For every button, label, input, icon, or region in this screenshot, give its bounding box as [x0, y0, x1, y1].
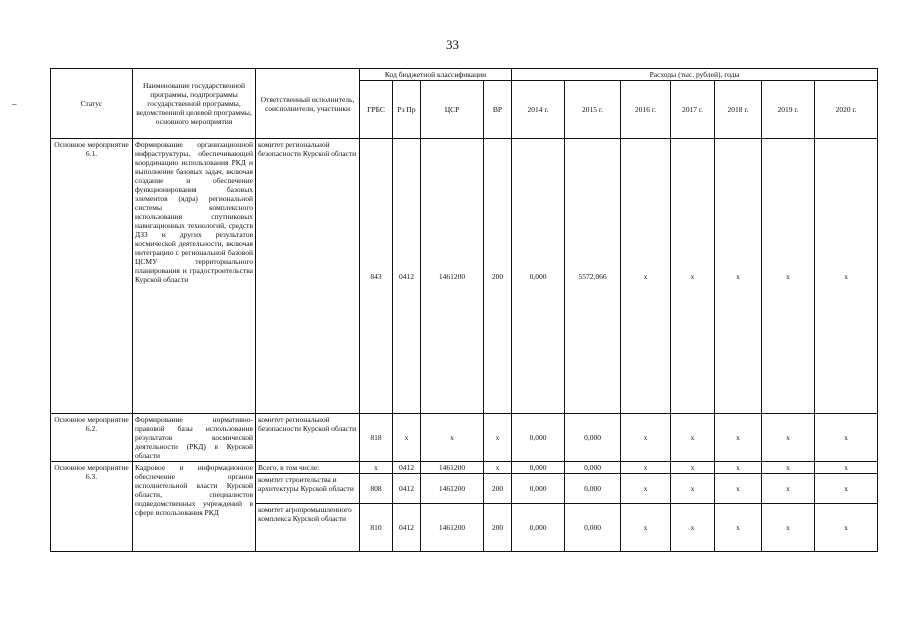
cell-2020: x — [815, 139, 878, 414]
cell-rzpr: x — [393, 414, 421, 462]
cell-2020: x — [815, 414, 878, 462]
cell-csr: x — [421, 414, 484, 462]
row-name: Формирование организационной инфраструктуры, обеспечивающей координацию использования РКД и выполнение базовых задач, включая создание и обеспечение функционирования базовых элементов (ядра) региональной системы комплексного использования спутниковых навигационных технологий, средств ДЗЗ и других результатов космической деятельности, включая интеграцию с региональной базовой ЦСМУ территориального планирования и градостроительства Курской области — [133, 139, 256, 414]
header-responsible: Ответственный исполнитель, соисполнители, участники — [256, 69, 360, 139]
table-row — [51, 462, 878, 474]
header-year-2014: 2014 г. — [512, 81, 565, 139]
row-responsible: комитет строительства и архитектуры Курской области — [256, 474, 360, 504]
cell-vr: 200 — [484, 474, 512, 504]
cell-2016: x — [621, 462, 671, 474]
cell-2018: x — [715, 139, 762, 414]
row-responsible: комитет региональной безопасности Курской области — [256, 139, 360, 414]
cell-2014: 0,000 — [512, 504, 565, 552]
cell-2019: x — [762, 462, 815, 474]
cell-2014: 0,000 — [512, 139, 565, 414]
cell-2019: x — [762, 139, 815, 414]
header-grbs: ГРБС — [360, 81, 393, 139]
cell-2020: x — [815, 474, 878, 504]
row-name: Кадровое и информационное обеспечение органов исполнительной власти Курской области, специалистов подведомственных учреждений в сфере использования РКД — [133, 462, 256, 552]
header-year-2018: 2018 г. — [715, 81, 762, 139]
header-expenses: Расходы (тыс. рублей), годы — [512, 69, 878, 81]
cell-2014: 0,000 — [512, 462, 565, 474]
cell-vr: x — [484, 414, 512, 462]
row-responsible: Всего, в том числе: — [256, 462, 360, 474]
header-budget-code: Код бюджетной классификации — [360, 69, 512, 81]
cell-vr: x — [484, 462, 512, 474]
cell-2018: x — [715, 414, 762, 462]
cell-2019: x — [762, 414, 815, 462]
row-name: Формирование нормативно-правовой базы использования результатов космической деятельности (РКД) в Курской области — [133, 414, 256, 462]
cell-2018: x — [715, 504, 762, 552]
cell-2019: x — [762, 474, 815, 504]
cell-2016: x — [621, 504, 671, 552]
header-name: Наименование государственной программы, подпрограммы государственной программы, ведомственной целевой программы, основного мероприятия — [133, 69, 256, 139]
header-year-2015: 2015 г. — [565, 81, 621, 139]
header-year-2020: 2020 г. — [815, 81, 878, 139]
cell-2017: x — [671, 462, 715, 474]
table-row — [51, 414, 878, 462]
page-number: 33 — [446, 37, 459, 52]
cell-csr: 1461200 — [421, 504, 484, 552]
cell-vr: 200 — [484, 504, 512, 552]
cell-2017: x — [671, 474, 715, 504]
cell-2018: x — [715, 474, 762, 504]
row-responsible: комитет агропромышленного комплекса Курской области — [256, 504, 360, 552]
row-status: Основное мероприятие 6.1. — [51, 139, 133, 414]
row-status: Основное мероприятие 6.2. — [51, 414, 133, 462]
cell-2018: x — [715, 462, 762, 474]
cell-grbs: 810 — [360, 504, 393, 552]
cell-2014: 0,000 — [512, 474, 565, 504]
cell-2015: 5572,066 — [565, 139, 621, 414]
cell-2016: x — [621, 139, 671, 414]
cell-2015: 0,000 — [565, 474, 621, 504]
table-row — [51, 139, 878, 414]
cell-csr: 1461200 — [421, 139, 484, 414]
cell-rzpr: 0412 — [393, 462, 421, 474]
header-year-2019: 2019 г. — [762, 81, 815, 139]
cell-2015: 0,000 — [565, 504, 621, 552]
cell-rzpr: 0412 — [393, 474, 421, 504]
header-rzpr: Рз Пр — [393, 81, 421, 139]
row-status: Основное мероприятие 6.3. — [51, 462, 133, 552]
header-csr: ЦСР — [421, 81, 484, 139]
cell-2015: 0,000 — [565, 414, 621, 462]
cell-2015: 0,000 — [565, 462, 621, 474]
cell-2016: x — [621, 414, 671, 462]
header-status: Статус — [51, 69, 133, 139]
header-year-2017: 2017 г. — [671, 81, 715, 139]
cell-2017: x — [671, 504, 715, 552]
cell-2020: x — [815, 504, 878, 552]
row-responsible: комитет региональной безопасности Курской области — [256, 414, 360, 462]
cell-grbs: 818 — [360, 414, 393, 462]
budget-table — [50, 68, 878, 552]
cell-rzpr: 0412 — [393, 139, 421, 414]
cell-csr: 1461200 — [421, 474, 484, 504]
cell-grbs: 843 — [360, 139, 393, 414]
cell-2019: x — [762, 504, 815, 552]
cell-vr: 200 — [484, 139, 512, 414]
cell-rzpr: 0412 — [393, 504, 421, 552]
header-year-2016: 2016 г. — [621, 81, 671, 139]
margin-mark: – — [12, 99, 17, 109]
cell-grbs: x — [360, 462, 393, 474]
cell-2020: x — [815, 462, 878, 474]
cell-2017: x — [671, 414, 715, 462]
cell-grbs: 808 — [360, 474, 393, 504]
cell-csr: 1461200 — [421, 462, 484, 474]
header-vr: ВР — [484, 81, 512, 139]
cell-2014: 0,000 — [512, 414, 565, 462]
cell-2017: x — [671, 139, 715, 414]
cell-2016: x — [621, 474, 671, 504]
